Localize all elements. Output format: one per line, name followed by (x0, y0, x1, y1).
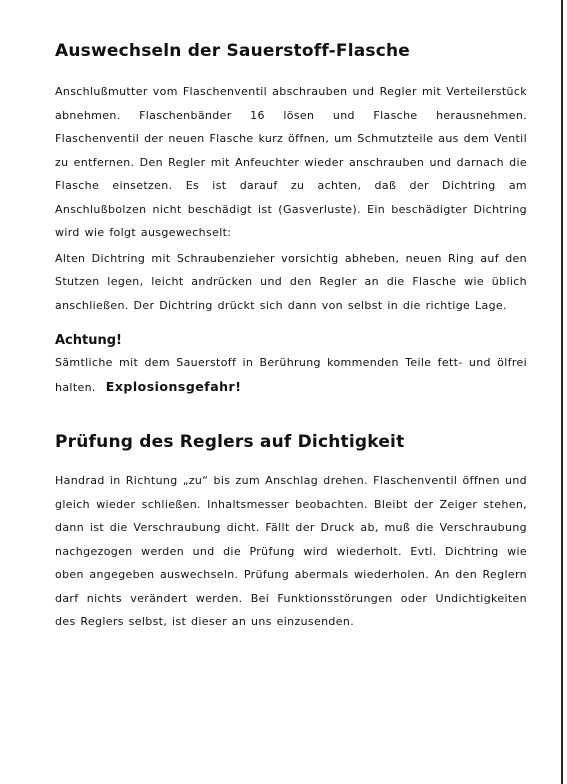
page-edge-line (561, 0, 563, 784)
warning-paragraph (55, 351, 527, 399)
paragraph-seal-replacement: Alten Dichtring mit Schraubenzieher vorsichtig abheben, neuen Ring auf den Stutzen legen, leicht andrücken und den Regler an die Flasche wie üblich anschließen. Der Dichtring drückt sich dann von selbst in die richtige Lage. (55, 251, 527, 312)
section-title-oxygen-bottle: Auswechseln der Sauerstoff-Flasche (55, 41, 411, 61)
warning-heading: Achtung! (55, 333, 122, 348)
paragraph-regulator-test: Handrad in Richtung „zu“ bis zum Anschlag drehen. Flaschenventil öffnen und gleich wieder schließen. Inhaltsmesser beobachten. Bleibt der Zeiger stehen, dann ist die Verschraubung dicht. Fällt der Druck ab, muß die Verschraubung nachgezogen werden und die Prüfung wird wiederholt. Evtl. Dichtring wie oben angegeben auswechseln. Prüfung abermals wiederholen. An den Reglern darf nichts verändert werden. Bei Funktionsstörungen oder Undichtigkeiten des Reglers selbst, ist dieser an uns einzusenden. (55, 474, 527, 628)
paragraph-bottle-replacement: Anschlußmutter vom Flaschenventil abschrauben und Regler mit Verteilerstück abnehmen. Flaschenbänder 16 lösen und Flasche herausnehmen. Flaschenventil der neuen Flasche kurz öffnen, um Schmutzteile aus dem Ventil zu entfernen. Den Regler mit Anfeuchter wieder anschrauben und darnach die Flasche einsetzen. Es ist darauf zu achten, daß der Dichtring am Anschlußbolzen nicht beschädigt ist (Gasverluste). Ein beschädigter Dichtring wird wie folgt ausgewechselt: (55, 85, 527, 239)
explosion-warning: Explosionsgefahr! (105, 378, 242, 394)
section-title-regulator-test: Prüfung des Reglers auf Dichtigkeit (55, 432, 405, 452)
warning-text: Sämtliche mit dem Sauerstoff in Berührung kommenden Teile fett- und ölfrei halten. (55, 356, 527, 394)
